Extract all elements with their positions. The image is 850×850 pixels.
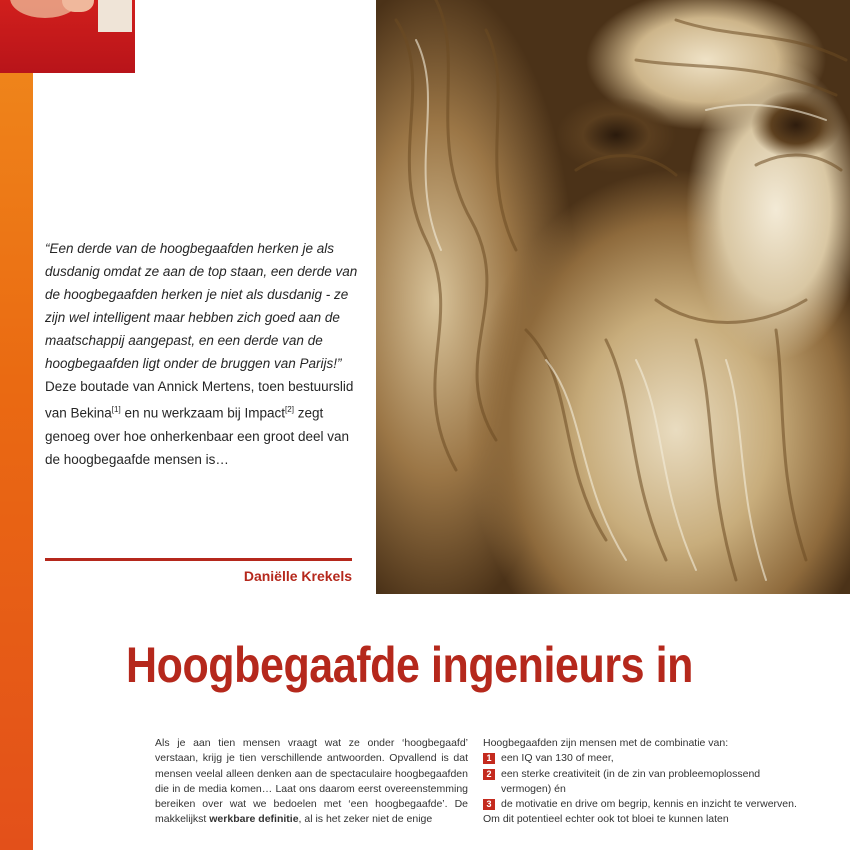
reference-2: [2] <box>285 405 294 414</box>
author-name: Daniëlle Krekels <box>243 568 352 584</box>
number-badge: 2 <box>483 769 495 780</box>
body-column-right <box>483 736 803 828</box>
body-column-left <box>155 736 468 828</box>
number-badge: 3 <box>483 799 495 810</box>
definition-list <box>483 751 803 812</box>
quote-text-1: Deze boutade van Annick Mertens, toen bestuurslid van Bekina <box>45 379 354 421</box>
list-item <box>483 797 803 812</box>
statue-photo <box>376 0 850 594</box>
article-headline: Hoogbegaafde ingenieurs in <box>126 637 693 693</box>
author-divider <box>45 558 352 561</box>
side-color-bar <box>0 0 33 850</box>
intro-quote <box>45 237 360 471</box>
list-item-text: een sterke creativiteit (in de zin van probleemoplossend vermogen) én <box>501 767 761 795</box>
body-left-text: Als je aan tien mensen vraagt wat ze onder ‘hoogbegaafd’ verstaan, krijg je tien verschillende antwoorden. Opvallend is dat mensen veelal alleen denken aan de spectaculaire hoogbegaafden die in de media komen… Laat ons daarom eerst overeenstemming bereiken over wat we bedoelen met ‘een hoogbegaafde’. De makkelijkst <box>155 737 468 826</box>
definition-intro: Hoogbegaafden zijn mensen met de combinatie van: <box>483 737 729 749</box>
list-item-text: de motivatie en drive om begrip, kennis en inzicht te verwerven. <box>501 798 797 811</box>
quote-text-2: en nu werkzaam bij Impact <box>120 405 286 421</box>
list-item-text: een IQ van 130 of meer, <box>501 752 614 765</box>
quote-italic: “Een derde van de hoogbegaafden herken je als dusdanig omdat ze aan de top staan, een derde van de hoogbegaafden herken je niet als dusdanig - ze zijn wel intelligent maar hebben zich goed aan de maatschappij aangepast, en een derde van de hoogbegaafden ligt onder de bruggen van Parijs!” <box>45 241 358 371</box>
body-left-bold: werkbare definitie <box>209 813 299 826</box>
list-item <box>483 767 803 798</box>
quote-text-3: zegt genoeg over hoe onherkenbaar een groot deel van de hoogbegaafde mensen is… <box>45 405 349 467</box>
reference-1: [1] <box>111 405 121 414</box>
corner-photo <box>0 0 135 73</box>
body-right-tail: Om dit potentieel echter ook tot bloei te kunnen laten <box>483 813 729 826</box>
list-item <box>483 751 803 766</box>
number-badge: 1 <box>483 753 495 764</box>
body-left-text-end: , al is het zeker niet de enige <box>298 813 433 826</box>
